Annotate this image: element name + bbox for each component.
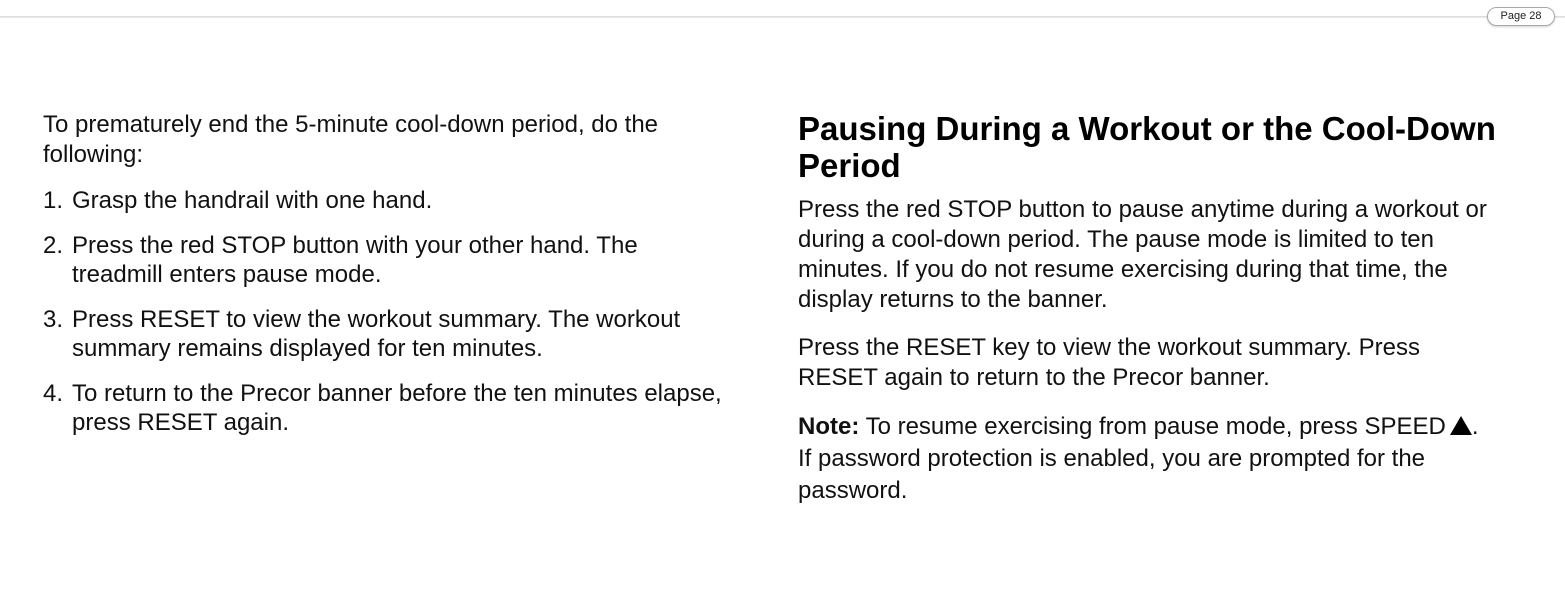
list-item	[43, 305, 733, 363]
list-item	[43, 379, 733, 437]
note-label: Note:	[798, 413, 860, 440]
right-column	[798, 110, 1498, 507]
step-text: To return to the Precor banner before the ten minutes elapse, press RESET again.	[72, 380, 722, 436]
step-text: Press the red STOP button with your other hand. The treadmill enters pause mode.	[72, 232, 638, 288]
body-paragraph: Press the red STOP button to pause anytime during a workout or during a cool-down period. The pause mode is limited to ten minutes. If you do not resume exercising during that time, the display returns to the banner.	[798, 196, 1487, 313]
intro-paragraph: To prematurely end the 5-minute cool-down period, do the following:	[43, 111, 659, 168]
steps-list	[43, 186, 733, 437]
page-top-divider	[0, 16, 1565, 18]
body-paragraph: Press the RESET key to view the workout summary. Press RESET again to return to the Precor banner.	[798, 334, 1420, 391]
note-paragraph	[798, 411, 1498, 507]
step-text: Press RESET to view the workout summary. The workout summary remains displayed for ten minutes.	[72, 306, 681, 362]
section-heading: Pausing During a Workout or the Cool-Down Period	[798, 110, 1496, 184]
note-text-end: . If password protection is enabled, you are prompted for the password.	[798, 413, 1479, 504]
step-number: 1.	[43, 187, 64, 214]
step-number: 4.	[43, 380, 64, 407]
page-number-badge: Page 28	[1487, 7, 1555, 26]
step-number: 2.	[43, 232, 64, 259]
note-text-start: To resume exercising from pause mode, press SPEED	[859, 413, 1446, 440]
up-triangle-icon	[1450, 416, 1472, 435]
list-item	[43, 186, 733, 215]
list-item	[43, 231, 733, 289]
step-text: Grasp the handrail with one hand.	[72, 187, 433, 214]
left-column	[43, 110, 733, 453]
step-number: 3.	[43, 306, 64, 333]
